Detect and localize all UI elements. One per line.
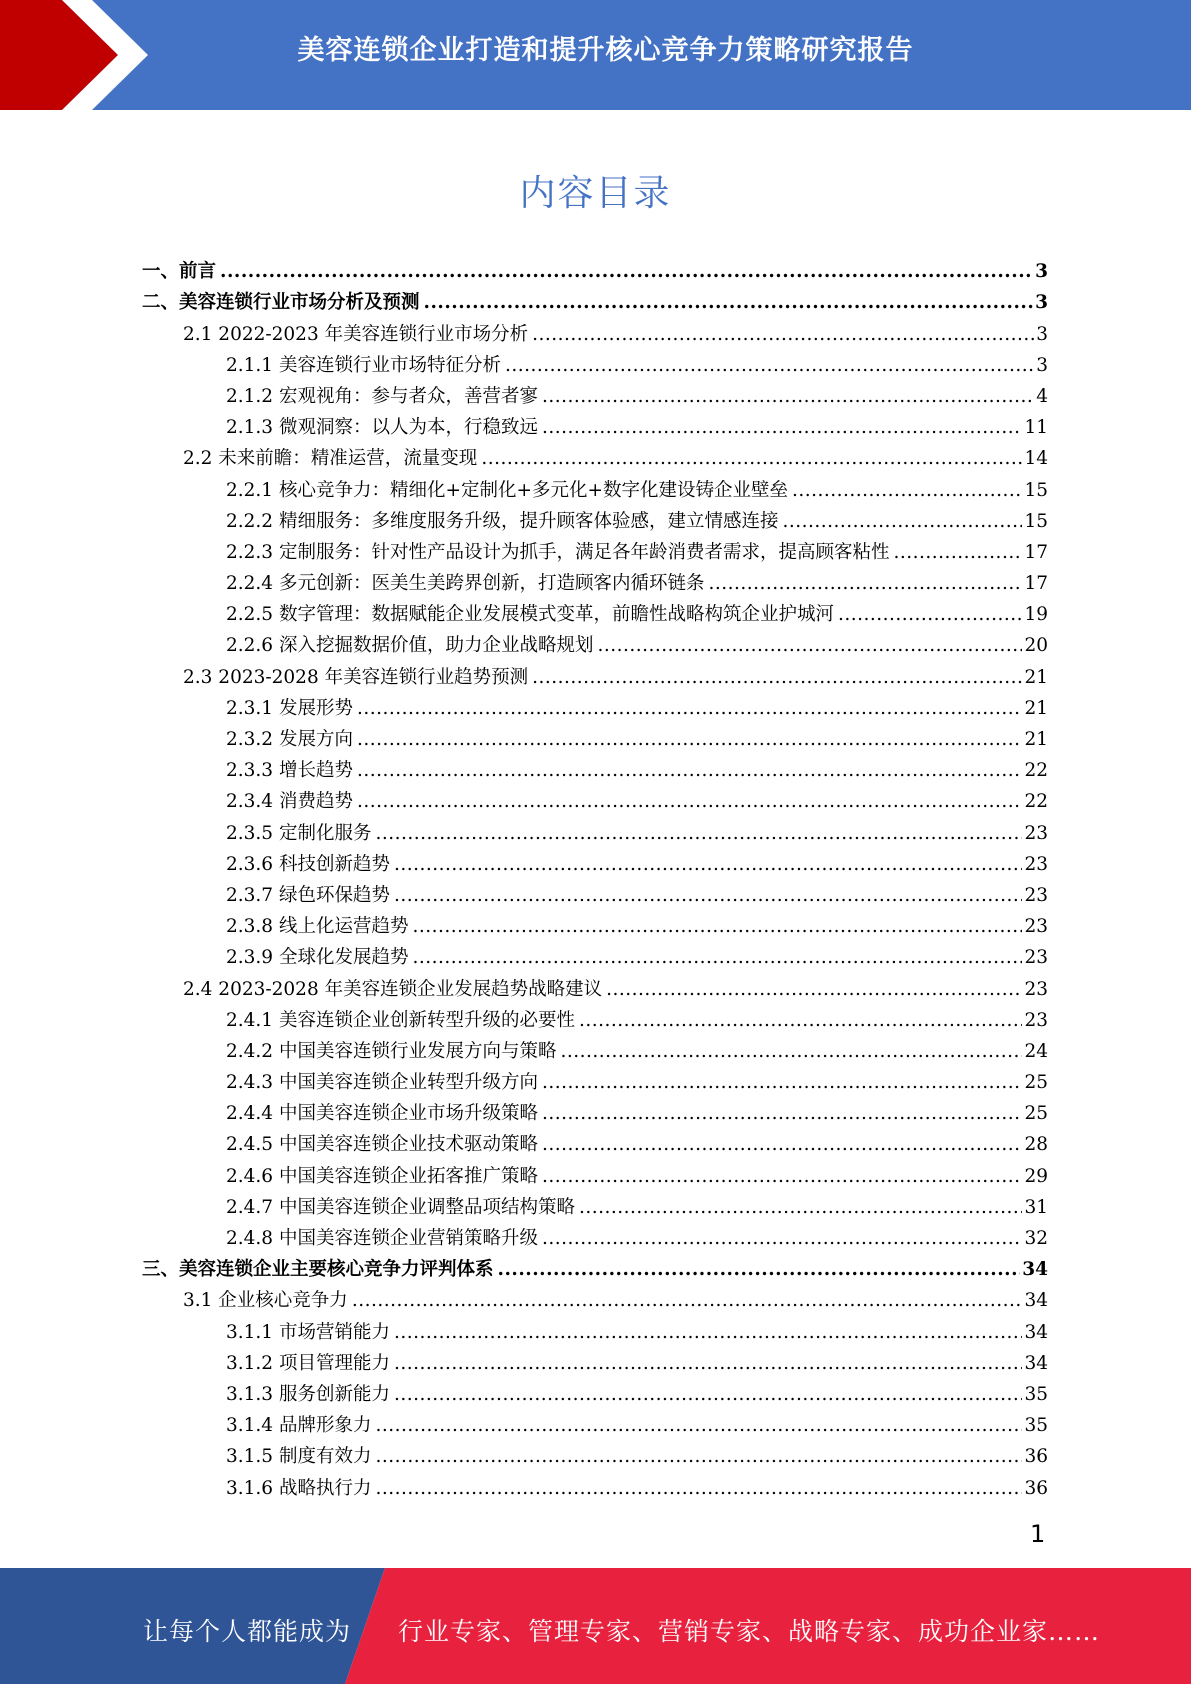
footer-band <box>0 1568 1191 1684</box>
toc-entry-page: 32 <box>1024 1228 1048 1249</box>
toc-entry-page: 17 <box>1024 573 1048 595</box>
toc-entry[interactable] <box>0 314 1191 345</box>
toc-entry-page: 3 <box>1036 354 1048 376</box>
toc-entry-page: 11 <box>1024 417 1048 439</box>
toc-entry-label: 2.4.8 中国美容连锁企业营销策略升级 <box>226 1228 538 1249</box>
toc-entry[interactable] <box>0 1032 1191 1063</box>
toc-entry[interactable] <box>0 1375 1191 1406</box>
toc-entry-page: 23 <box>1024 1009 1048 1031</box>
toc-entry-page: 34 <box>1024 1290 1048 1312</box>
toc-entry[interactable] <box>0 1125 1191 1156</box>
toc-entry[interactable] <box>0 1406 1191 1437</box>
toc-entry-page: 36 <box>1024 1477 1048 1499</box>
page-number: 1 <box>1030 1520 1046 1548</box>
toc-entry-page: 34 <box>1024 1321 1048 1343</box>
toc-entry-label: 2.3.7 绿色环保趋势 <box>226 884 390 906</box>
toc-dot-leader <box>220 261 1033 283</box>
toc-entry[interactable] <box>0 1001 1191 1032</box>
toc-entry-page: 35 <box>1024 1383 1048 1405</box>
toc-entry-page: 28 <box>1024 1134 1048 1156</box>
toc-entry-page: 4 <box>1036 385 1048 407</box>
toc-entry[interactable] <box>0 1156 1191 1187</box>
toc-entry-label: 3.1 企业核心竞争力 <box>183 1290 348 1312</box>
toc-dot-leader <box>708 573 1022 595</box>
toc-entry-label: 2.1.3 微观洞察：以人为本，行稳致远 <box>226 417 538 439</box>
toc-entry-page: 29 <box>1024 1165 1048 1187</box>
toc-entry-label: 2.1 2022-2023 年美容连锁行业市场分析 <box>183 323 529 345</box>
toc-entry-label: 3.1.4 品牌形象力 <box>226 1415 372 1437</box>
toc-entry-label: 2.4.1 美容连锁企业创新转型升级的必要性 <box>226 1009 575 1031</box>
toc-entry-label: 2.4.5 中国美容连锁企业技术驱动策略 <box>226 1134 538 1156</box>
toc-dot-leader <box>597 635 1022 657</box>
toc-entry-label: 2.2.5 数字管理：数据赋能企业发展模式变革，前瞻性战略构筑企业护城河 <box>226 604 834 626</box>
toc-entry[interactable] <box>0 1281 1191 1312</box>
toc-entry[interactable] <box>0 502 1191 533</box>
toc-entry-page: 23 <box>1024 822 1048 844</box>
toc-entry[interactable] <box>0 1188 1191 1219</box>
toc-entry[interactable] <box>0 377 1191 408</box>
toc-entry[interactable] <box>0 283 1191 314</box>
toc-entry[interactable] <box>0 938 1191 969</box>
toc-entry-label: 2.1.2 宏观视角：参与者众，善营者寥 <box>226 385 538 407</box>
toc-entry-label: 2.2 未来前瞻：精准运营，流量变现 <box>183 448 478 470</box>
toc-entry-label: 2.3.3 增长趋势 <box>226 760 353 782</box>
toc-entry[interactable] <box>0 1344 1191 1375</box>
toc-entry-label: 2.4.4 中国美容连锁企业市场升级策略 <box>226 1103 538 1125</box>
toc-entry[interactable] <box>0 969 1191 1000</box>
toc-dot-leader <box>412 947 1022 969</box>
toc-entry-label: 三、美容连锁企业主要核心竞争力评判体系 <box>142 1259 494 1281</box>
toc-entry-page: 25 <box>1024 1072 1048 1094</box>
toc-entry-page: 23 <box>1024 884 1048 906</box>
toc-entry-label: 2.3.4 消费趋势 <box>226 791 353 813</box>
toc-dot-leader <box>542 417 1022 439</box>
toc-entry-label: 2.3.6 科技创新趋势 <box>226 853 390 875</box>
toc-entry[interactable] <box>0 1063 1191 1094</box>
toc-entry-label: 2.4.7 中国美容连锁企业调整品项结构策略 <box>226 1196 575 1218</box>
toc-dot-leader <box>579 1197 1022 1219</box>
toc-entry[interactable] <box>0 845 1191 876</box>
toc-entry-page: 14 <box>1024 448 1048 470</box>
toc-entry-page: 34 <box>1022 1259 1048 1281</box>
toc-dot-leader <box>498 1259 1021 1281</box>
toc-dot-leader <box>352 1290 1023 1312</box>
toc-entry[interactable] <box>0 782 1191 813</box>
toc-entry[interactable] <box>0 346 1191 377</box>
toc-dot-leader <box>579 1010 1022 1032</box>
toc-entry[interactable] <box>0 439 1191 470</box>
toc-entry-label: 2.2.4 多元创新：医美生美跨界创新，打造顾客内循环链条 <box>226 573 705 595</box>
toc-dot-leader <box>542 1103 1022 1125</box>
toc-dot-leader <box>838 604 1022 626</box>
toc-entry-label: 2.2.2 精细服务：多维度服务升级，提升顾客体验感，建立情感连接 <box>226 510 779 532</box>
toc-entry-page: 23 <box>1024 853 1048 875</box>
toc-entry-label: 3.1.5 制度有效力 <box>226 1446 372 1468</box>
toc-entry-label: 2.4 2023-2028 年美容连锁企业发展趋势战略建议 <box>183 978 603 1000</box>
toc-entry-label: 2.3.9 全球化发展趋势 <box>226 947 409 969</box>
toc-dot-leader <box>394 885 1022 907</box>
toc-entry[interactable] <box>0 1219 1191 1250</box>
report-header-band <box>0 0 1191 110</box>
toc-dot-leader <box>782 511 1022 533</box>
toc-entry[interactable] <box>0 626 1191 657</box>
report-title: 美容连锁企业打造和提升核心竞争力策略研究报告 <box>297 35 914 66</box>
toc-entry-label: 2.4.6 中国美容连锁企业拓客推广策略 <box>226 1165 538 1187</box>
toc-entry[interactable] <box>0 252 1191 283</box>
toc-dot-leader <box>375 1478 1022 1500</box>
toc-entry-page: 17 <box>1024 541 1048 563</box>
toc-entry-page: 15 <box>1024 479 1048 501</box>
toc-dot-leader <box>893 542 1022 564</box>
toc-entry-label: 3.1.1 市场营销能力 <box>226 1321 390 1343</box>
toc-entry-page: 21 <box>1024 666 1048 688</box>
toc-dot-leader <box>542 1228 1022 1250</box>
footer-slogan-right: 行业专家、管理专家、营销专家、战略专家、成功企业家…… <box>398 1617 1101 1646</box>
toc-entry-label: 2.2.3 定制服务：针对性产品设计为抓手，满足各年龄消费者需求，提高顾客粘性 <box>226 541 890 563</box>
toc-entry-label: 2.3.1 发展形势 <box>226 697 353 719</box>
toc-entry[interactable] <box>0 907 1191 938</box>
toc-entry-label: 2.2.6 深入挖掘数据价值，助力企业战略规划 <box>226 635 594 657</box>
toc-dot-leader <box>357 729 1023 751</box>
toc-entry-label: 2.3.8 线上化运营趋势 <box>226 916 409 938</box>
toc-entry[interactable] <box>0 564 1191 595</box>
toc-entry[interactable] <box>0 689 1191 720</box>
table-of-contents <box>0 252 1191 1500</box>
toc-entry-page: 35 <box>1024 1415 1048 1437</box>
toc-entry-label: 一、前言 <box>142 261 217 283</box>
toc-entry-page: 22 <box>1024 760 1048 782</box>
toc-entry[interactable] <box>0 876 1191 907</box>
toc-entry-page: 21 <box>1024 729 1048 750</box>
toc-entry-page: 34 <box>1024 1352 1048 1374</box>
toc-entry-page: 20 <box>1024 635 1048 657</box>
toc-heading: 内容目录 <box>519 173 672 214</box>
toc-dot-leader <box>394 854 1022 876</box>
toc-dot-leader <box>357 698 1023 720</box>
toc-dot-leader <box>375 1446 1022 1468</box>
toc-dot-leader <box>412 916 1022 938</box>
toc-entry-page: 23 <box>1024 978 1048 1000</box>
toc-dot-leader <box>375 823 1022 845</box>
toc-entry-page: 21 <box>1024 697 1048 719</box>
toc-entry-page: 15 <box>1024 510 1048 532</box>
toc-entry-page: 36 <box>1024 1446 1048 1468</box>
toc-dot-leader <box>792 480 1022 502</box>
toc-entry-label: 二、美容连锁行业市场分析及预测 <box>142 292 420 314</box>
toc-entry-page: 3 <box>1035 292 1048 314</box>
toc-entry[interactable] <box>0 595 1191 626</box>
toc-entry-page: 19 <box>1024 604 1048 626</box>
toc-dot-leader <box>606 979 1022 1001</box>
toc-entry-label: 2.3.5 定制化服务 <box>226 822 372 844</box>
toc-entry[interactable] <box>0 1437 1191 1468</box>
toc-entry-label: 2.3.2 发展方向 <box>226 729 353 750</box>
toc-dot-leader <box>560 1041 1022 1063</box>
toc-dot-leader <box>394 1384 1022 1406</box>
toc-dot-leader <box>424 292 1034 314</box>
toc-entry-label: 2.2.1 核心竞争力：精细化+定制化+多元化+数字化建设铸企业壁垒 <box>226 479 788 501</box>
toc-dot-leader <box>394 1353 1022 1375</box>
toc-dot-leader <box>542 1072 1022 1094</box>
toc-entry[interactable] <box>0 657 1191 688</box>
toc-entry[interactable] <box>0 720 1191 751</box>
toc-entry[interactable] <box>0 470 1191 501</box>
toc-dot-leader <box>542 1166 1022 1188</box>
toc-dot-leader <box>532 324 1034 346</box>
toc-entry-page: 3 <box>1036 323 1048 345</box>
toc-entry-label: 2.4.3 中国美容连锁企业转型升级方向 <box>226 1072 538 1094</box>
toc-dot-leader <box>532 667 1022 689</box>
toc-dot-leader <box>542 386 1034 408</box>
toc-dot-leader <box>481 448 1022 470</box>
toc-entry[interactable] <box>0 1094 1191 1125</box>
toc-dot-leader <box>357 760 1023 782</box>
toc-entry[interactable] <box>0 751 1191 782</box>
toc-entry-page: 24 <box>1024 1040 1048 1062</box>
toc-entry-page: 23 <box>1024 916 1048 938</box>
toc-entry-label: 2.3 2023-2028 年美容连锁行业趋势预测 <box>183 666 529 688</box>
toc-entry-page: 31 <box>1024 1196 1048 1218</box>
toc-entry-label: 3.1.6 战略执行力 <box>226 1477 372 1499</box>
footer-slogan-left: 让每个人都能成为 <box>143 1617 352 1646</box>
toc-entry-page: 25 <box>1024 1103 1048 1125</box>
toc-dot-leader <box>542 1134 1022 1156</box>
toc-entry[interactable] <box>0 813 1191 844</box>
toc-dot-leader <box>394 1322 1022 1344</box>
toc-entry-label: 2.4.2 中国美容连锁行业发展方向与策略 <box>226 1040 557 1062</box>
toc-entry-page: 23 <box>1024 947 1048 969</box>
toc-entry[interactable] <box>0 1250 1191 1281</box>
toc-entry[interactable] <box>0 1312 1191 1343</box>
toc-entry[interactable] <box>0 408 1191 439</box>
toc-entry-label: 2.1.1 美容连锁行业市场特征分析 <box>226 354 501 376</box>
toc-entry-label: 3.1.2 项目管理能力 <box>226 1352 390 1374</box>
toc-entry-label: 3.1.3 服务创新能力 <box>226 1383 390 1405</box>
toc-dot-leader <box>375 1415 1022 1437</box>
toc-entry[interactable] <box>0 1468 1191 1499</box>
toc-dot-leader <box>357 791 1023 813</box>
toc-entry-page: 3 <box>1035 261 1048 283</box>
toc-entry-page: 22 <box>1024 791 1048 813</box>
toc-entry[interactable] <box>0 533 1191 564</box>
toc-dot-leader <box>505 355 1034 377</box>
